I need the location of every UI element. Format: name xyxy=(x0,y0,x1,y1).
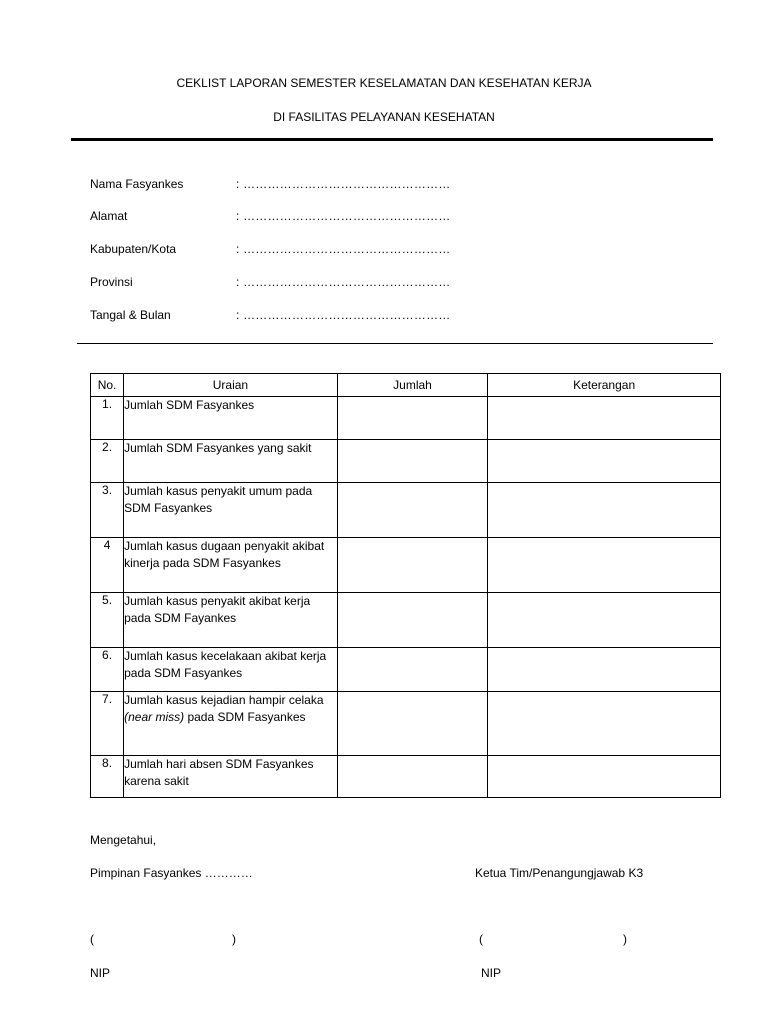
table-row xyxy=(91,756,721,798)
row-keterangan-cell[interactable] xyxy=(488,692,721,756)
fields-divider xyxy=(77,343,713,344)
table-row xyxy=(91,483,721,538)
row-uraian: Jumlah SDM Fasyankes xyxy=(124,397,338,440)
row-number: 1. xyxy=(91,397,124,440)
table-row xyxy=(91,692,721,756)
signature-open-paren-left: ( xyxy=(90,932,94,946)
field-label: Tangal & Bulan xyxy=(90,308,171,322)
row-jumlah-cell[interactable] xyxy=(337,692,487,756)
table-row xyxy=(91,538,721,593)
header-divider xyxy=(71,138,713,141)
row-uraian-text: Jumlah kasus kejadian hampir celaka xyxy=(124,693,324,707)
field-value: : …………………………………………… xyxy=(236,209,451,223)
row-jumlah-cell[interactable] xyxy=(337,756,487,798)
row-uraian-italic: (near miss) xyxy=(124,710,185,724)
table-row xyxy=(91,593,721,648)
document-title-line1: CEKLIST LAPORAN SEMESTER KESELAMATAN DAN KESEHATAN KERJA xyxy=(176,76,592,90)
row-uraian: Jumlah kasus kecelakaan akibat kerja pada SDM Fasyankes xyxy=(124,648,338,692)
table-header-row xyxy=(91,374,721,397)
row-number: 6. xyxy=(91,648,124,692)
row-number: 7. xyxy=(91,692,124,756)
table-row xyxy=(91,648,721,692)
mengetahui-label: Mengetahui, xyxy=(90,833,157,847)
row-number: 3. xyxy=(91,483,124,538)
row-uraian: Jumlah kasus dugaan penyakit akibat kinerja pada SDM Fasyankes xyxy=(124,538,338,593)
header-no: No. xyxy=(91,374,124,397)
signature-open-paren-right: ( xyxy=(479,932,483,946)
row-jumlah-cell[interactable] xyxy=(337,593,487,648)
checklist-table xyxy=(90,373,721,798)
field-label: Nama Fasyankes xyxy=(90,177,184,191)
row-uraian: Jumlah SDM Fasyankes yang sakit xyxy=(124,440,338,483)
row-keterangan-cell[interactable] xyxy=(488,483,721,538)
row-uraian: Jumlah hari absen SDM Fasyankes karena sakit xyxy=(124,756,338,798)
row-number: 2. xyxy=(91,440,124,483)
row-keterangan-cell[interactable] xyxy=(488,397,721,440)
row-jumlah-cell[interactable] xyxy=(337,538,487,593)
nip-label-right: NIP xyxy=(481,966,502,980)
row-jumlah-cell[interactable] xyxy=(337,648,487,692)
field-label: Alamat xyxy=(90,209,128,223)
field-value: : …………………………………………… xyxy=(236,275,451,289)
field-value: : …………………………………………… xyxy=(236,177,451,191)
row-jumlah-cell[interactable] xyxy=(337,483,487,538)
signature-close-paren-right: ) xyxy=(623,932,627,946)
row-jumlah-cell[interactable] xyxy=(337,440,487,483)
field-value: : …………………………………………… xyxy=(236,242,451,256)
row-jumlah-cell[interactable] xyxy=(337,397,487,440)
table-row xyxy=(91,397,721,440)
field-value: : …………………………………………… xyxy=(236,308,451,322)
header-keterangan: Keterangan xyxy=(488,374,721,397)
row-uraian: Jumlah kasus penyakit umum pada SDM Fasyankes xyxy=(124,483,338,538)
pimpinan-label: Pimpinan Fasyankes ………… xyxy=(90,866,253,880)
document-title-line2: DI FASILITAS PELAYANAN KESEHATAN xyxy=(273,110,495,124)
ketua-tim-label: Ketua Tim/Penangungjawab K3 xyxy=(475,866,644,880)
row-uraian-text: pada SDM Fasyankes xyxy=(184,710,306,724)
row-number: 5. xyxy=(91,593,124,648)
field-label: Kabupaten/Kota xyxy=(90,242,177,256)
signature-close-paren-left: ) xyxy=(232,932,236,946)
row-number: 4 xyxy=(91,538,124,593)
field-label: Provinsi xyxy=(90,275,133,289)
row-uraian: Jumlah kasus penyakit akibat kerja pada SDM Fayankes xyxy=(124,593,338,648)
header-uraian: Uraian xyxy=(124,374,338,397)
row-keterangan-cell[interactable] xyxy=(488,756,721,798)
table-row xyxy=(91,440,721,483)
row-number: 8. xyxy=(91,756,124,798)
row-keterangan-cell[interactable] xyxy=(488,593,721,648)
row-uraian xyxy=(124,692,338,756)
header-jumlah: Jumlah xyxy=(337,374,487,397)
nip-label-left: NIP xyxy=(90,966,111,980)
row-keterangan-cell[interactable] xyxy=(488,440,721,483)
row-keterangan-cell[interactable] xyxy=(488,648,721,692)
row-keterangan-cell[interactable] xyxy=(488,538,721,593)
